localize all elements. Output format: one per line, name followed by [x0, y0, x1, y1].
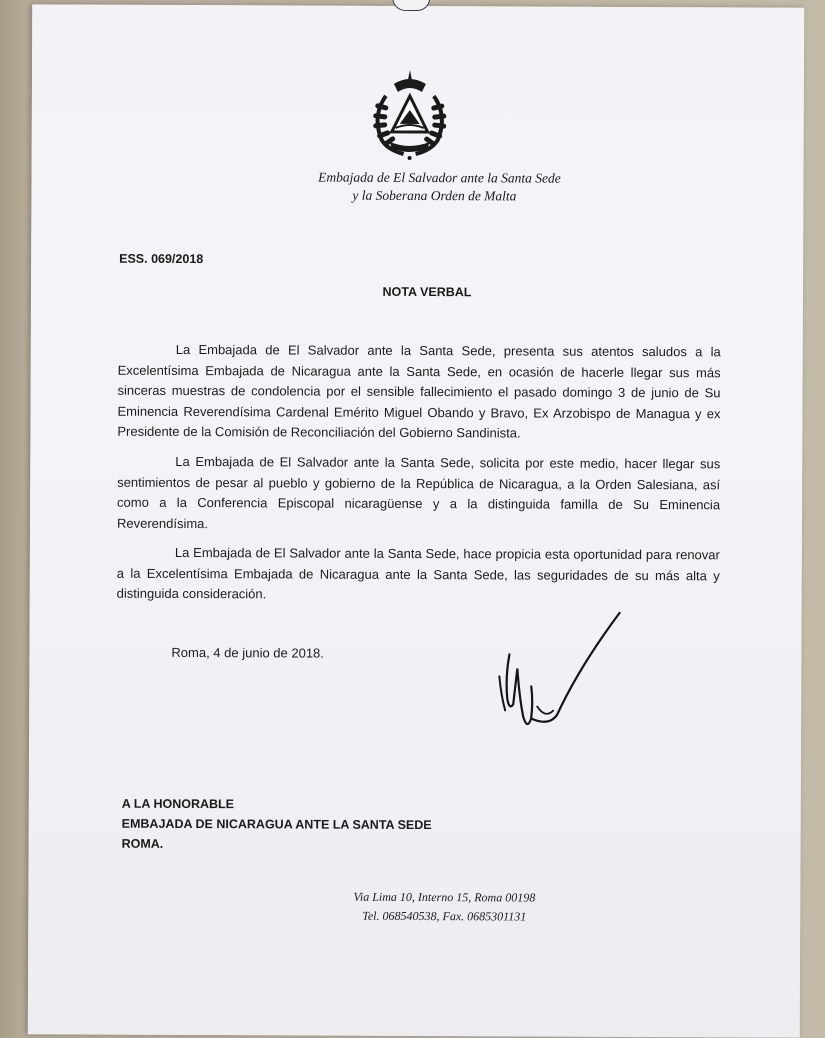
handwritten-signature [479, 606, 630, 752]
footer-contact [28, 886, 800, 927]
paragraph-1: La Embajada de El Salvador ante la Santa Sede, presenta sus atentos saludos a la Excelentísima Embajada de Nicaragua ante la Santa Sede, en ocasión de hacerle llegar sus más sinceras muestras de condolencia por el sensible fallecimiento el pasado domingo 3 de junio de Su Eminencia Reverendísima Cardenal Emérito Miguel Obando y Bravo, Ex Arzobispo de Managua y ex Presidente de la Comisión de Reconciliación del Gobierno Sandinista. [117, 341, 721, 441]
paragraph-2: La Embajada de El Salvador ante la Santa Sede, solicita por este medio, hacer llegar sus sentimientos de pesar al pueblo y gobierno de la República de Nicaragua, a la Orden Salesiana, así como a la Conferencia Episcopal nicaragüense y a la distinguida familla de Su Eminencia Reverendísima. [116, 453, 721, 531]
footer-phone-fax: Tel. 068540538, Fax. 0685301131 [362, 908, 527, 924]
paragraph-3: La Embajada de El Salvador ante la Santa Sede, hace propicia esta oportunidad para renovar a la Excelentísima Embajada de Nicaragua ante la Santa Sede, las seguridades de su más alta y distinguida consideración. [116, 544, 720, 602]
date-line: Roma, 4 de junio de 2018. [171, 644, 324, 661]
document-page [28, 4, 804, 1037]
addressee-line-3: ROMA. [121, 836, 164, 851]
addressee-line-2: EMBAJADA DE NICARAGUA ANTE LA SANTA SEDE [121, 816, 432, 833]
paper-clip-tab [392, 0, 430, 11]
reference-number: ESS. 069/2018 [119, 251, 204, 267]
coat-of-arms-icon [364, 66, 456, 162]
footer-address: Via Lima 10, Interno 15, Roma 00198 [353, 889, 536, 905]
letterhead-line-1: Embajada de El Salvador ante la Santa Sede [318, 169, 561, 186]
addressee-block [122, 794, 432, 855]
addressee-line-1: A LA HONORABLE [121, 796, 235, 812]
letterhead [31, 167, 803, 206]
letterhead-line-2: y la Soberana Orden de Malta [352, 187, 517, 204]
document-title: NOTA VERBAL [382, 284, 472, 300]
